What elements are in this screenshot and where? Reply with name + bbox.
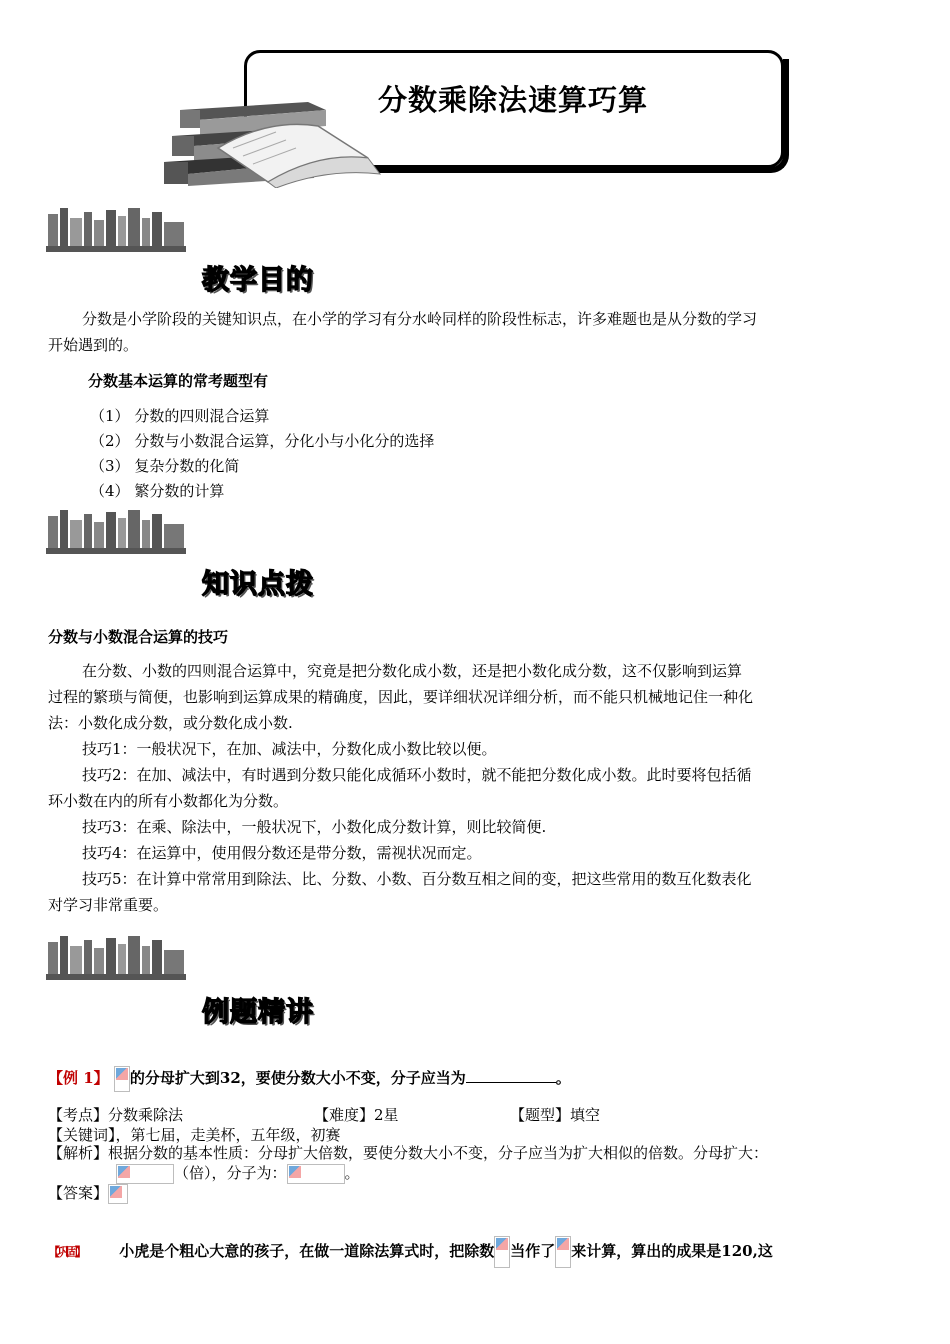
formula-image-icon (287, 1164, 345, 1184)
knowledge-line: 法：小数化成分数，或分数化成小数. (48, 714, 293, 732)
answer-blank (466, 1068, 556, 1083)
intro-paragraph (48, 306, 908, 358)
example-1-answer: 【答案】 (48, 1182, 128, 1204)
fraction-image-icon (114, 1066, 130, 1092)
knowledge-line: 技巧3：在乘、除法中，一般状况下，小数化成分数计算，则比较简便. (82, 818, 547, 836)
formula-image-icon (116, 1164, 174, 1184)
tixing-value: 填空 (570, 1106, 601, 1124)
bookshelf-icon (44, 508, 188, 556)
practice-1: 【巩固】 小虎是个粗心大意的孩子，在做一道除法算式时，把除数 当作了 来计算，算出的成果是120,这 (48, 1236, 918, 1268)
example-1-meta (48, 1104, 908, 1126)
section-title-objective: 教学目的 (202, 265, 314, 296)
intro-line: 分数是小学阶段的关键知识点，在小学的学习有分水岭同样的阶段性标志，许多难题也是从分数的学习 (82, 310, 758, 328)
knowledge-line: 技巧5：在计算中常常用到除法、比、分数、小数、百分数互相之间的变，把这些常用的数互化数表化 (82, 870, 752, 888)
nandu-label: 【难度】 (314, 1106, 375, 1124)
list-item: （1） 分数的四则混合运算 (90, 407, 270, 425)
types-heading: 分数基本运算的常考题型有 (88, 372, 269, 390)
knowledge-line: 技巧2：在加、减法中，有时遇到分数只能化成循环小数时，就不能把分数化成小数。此时要将包括循 (82, 766, 752, 784)
knowledge-line: 对学习非常重要。 (48, 896, 169, 914)
knowledge-heading: 分数与小数混合运算的技巧 (48, 628, 229, 646)
divisor-image-icon (555, 1236, 571, 1268)
bookshelf-icon (44, 206, 188, 254)
kaodian-label: 【考点】 (48, 1106, 109, 1124)
knowledge-line: 技巧4：在运算中，使用假分数还是带分数，需视状况而定。 (82, 844, 482, 862)
knowledge-paragraph (48, 658, 908, 918)
knowledge-line: 环小数在内的所有小数都化为分数。 (48, 792, 289, 810)
example-1-analysis-cont: （倍），分子为： 。 (116, 1162, 360, 1184)
example-1-keywords: 【关键词】，第七届，走美杯，五年级，初赛 (48, 1126, 341, 1144)
page-title: 分数乘除法速算巧算 (378, 83, 649, 117)
practice-label: 【巩固】 (48, 1245, 85, 1259)
knowledge-line: 技巧1：一般状况下，在加、减法中，分数化成小数比较以便。 (82, 740, 497, 758)
knowledge-line: 过程的繁琐与简便，也影响到运算成果的精确度，因此，要详细状况详细分析，而不能只机械地记住一种化 (48, 688, 754, 706)
intro-line: 开始遇到的。 (48, 336, 139, 354)
example-1-analysis: 【解析】根据分数的基本性质：分母扩大倍数，要使分数大小不变，分子应当为扩大相似的倍数。分母扩大： (48, 1144, 769, 1162)
example-label: 【例 1】 (48, 1069, 109, 1087)
answer-image-icon (108, 1184, 128, 1204)
section-title-knowledge: 知识点拨 (202, 569, 314, 600)
kaodian-value: 分数乘除法 (108, 1106, 184, 1124)
nandu-value: 2星 (374, 1106, 399, 1124)
divisor-image-icon (494, 1236, 510, 1268)
section-title-examples: 例题精讲 (202, 997, 314, 1028)
example-1-question: 【例 1】 的分母扩大到32，要使分数大小不变，分子应当为 。 (48, 1066, 571, 1092)
list-item: （2） 分数与小数混合运算，分化小与小化分的选择 (90, 432, 435, 450)
list-item: （4） 繁分数的计算 (90, 482, 225, 500)
knowledge-line: 在分数、小数的四则混合运算中，究竟是把分数化成小数，还是把小数化成分数，这不仅影响到运算 (82, 662, 743, 680)
books-illustration-icon (158, 96, 384, 188)
bookshelf-icon (44, 934, 188, 982)
list-item: （3） 复杂分数的化简 (90, 457, 240, 475)
tixing-label: 【题型】 (510, 1106, 571, 1124)
